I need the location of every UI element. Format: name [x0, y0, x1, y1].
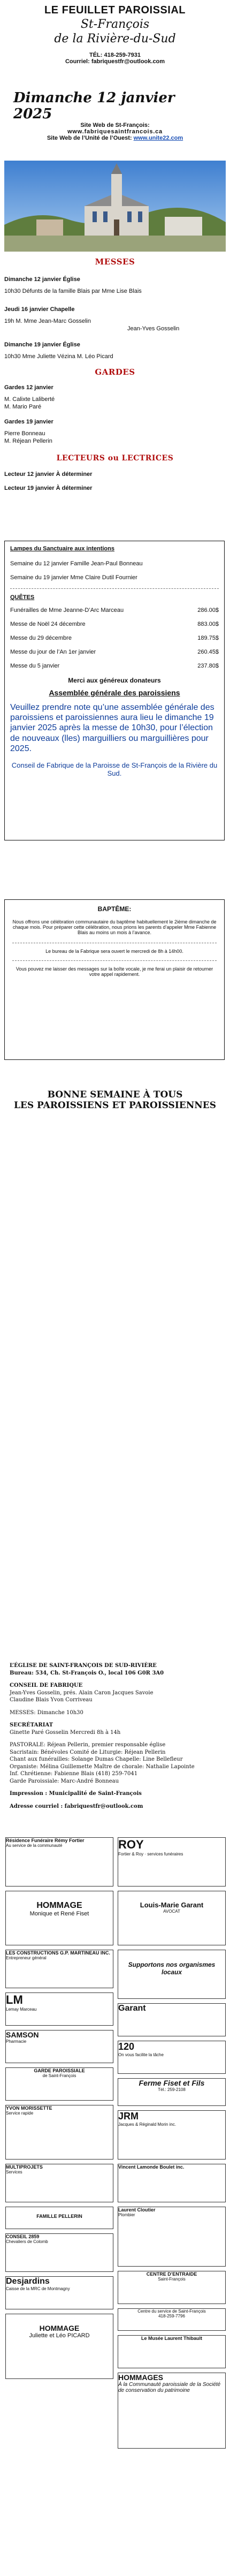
date-banner: Dimanche 12 janvier 2025 — [13, 90, 175, 122]
ad-multiprojets: MULTIPROJETS Services — [5, 2164, 113, 2202]
bapteme-title: BAPTÊME: — [97, 905, 132, 913]
mass-day3: Dimanche 19 janvier Église — [4, 342, 80, 348]
gardes1: Gardes 12 janvier — [4, 384, 53, 391]
ad-garant: Garant — [118, 2003, 226, 2036]
bureau-messages: Vous pouvez me laisser des messages sur la boîte vocale, je me ferai un plaisir de retourner votre appel rapidement. — [16, 966, 213, 977]
ad-garant-avocat: Louis-Marie Garant AVOCAT — [118, 1891, 226, 1945]
footer-address: Bureau: 534, Ch. St-François O., local 106 G0R 3A0 — [10, 1670, 164, 1676]
quete-row: Messe du jour de l’An 1er janvier 260.45$ — [10, 649, 219, 655]
unite22-link[interactable]: www.unite22.com — [133, 135, 183, 141]
gardes2-b: M. Réjean Pellerin — [4, 438, 52, 444]
parish-name-line1: St-François — [80, 18, 150, 31]
footer-garde: Garde Paroissiale: Marc-André Bonneau — [10, 1778, 119, 1784]
footer-secretariat-title: SECRÉTARIAT — [10, 1722, 53, 1728]
website-line2: www.fabriquesaintfrancois.ca — [67, 128, 163, 135]
footer-organiste: Organiste: Mélina Guillemette Maître de chorale: Nathalie Lapointe — [10, 1763, 195, 1770]
ad-centre-service: Centre du service de Saint-François 418-259-7796 — [118, 2308, 226, 2331]
ad-hommage-picard: HOMMAGE Juliette et Léo PICARD — [5, 2314, 113, 2379]
footer-secretariat: Ginette Paré Gosselin Mercredi 8h à 14h — [10, 1729, 121, 1736]
footer-impression: Impression : Municipalité de Saint-François — [10, 1791, 142, 1797]
ad-hommages-communaute: HOMMAGES À la Communauté paroissiale de la Société de conservation du patrimoine — [118, 2373, 226, 2449]
ad-morissette: YVON MORISSETTE Service rapide — [5, 2105, 113, 2160]
ad-martineau: LES CONSTRUCTIONS G.P. MARTINEAU INC. Entrepreneur général — [5, 1950, 113, 1988]
gardes-title: GARDES — [95, 367, 135, 377]
church-photo — [4, 161, 226, 252]
email: Courriel: fabriquestfr@outlook.com — [65, 58, 165, 65]
lampes-quetes-box — [4, 541, 225, 840]
mass-day2-detail2: Jean-Yves Gosselin — [127, 325, 180, 332]
ad-120: 120 On vous facilite la tâche — [118, 2041, 226, 2074]
ad-cloutier: Laurent Cloutier Plombier — [118, 2207, 226, 2267]
ad-garde-paroissiale: GARDE PAROISSIALE de Saint-François — [5, 2067, 113, 2101]
bulletin-header — [0, 0, 230, 90]
bapteme-box — [4, 899, 225, 1060]
footer-eglise: L’ÉGLISE DE SAINT-FRANÇOIS DE SUD-RIVIÈRE — [10, 1663, 157, 1669]
ad-centre-entraide: CENTRE D’ENTRAIDE Saint-François — [118, 2271, 226, 2304]
lampe1: Semaine du 12 janvier Famille Jean-Paul Bonneau — [10, 560, 143, 567]
lecteurs2: Lecteur 19 janvier À déterminer — [4, 485, 93, 491]
ad-musee: Le Musée Laurent Thibault — [118, 2335, 226, 2368]
ad-chevaliers: CONSEIL 2859 Chevaliers de Colomb — [5, 2233, 113, 2272]
ad-roy: ROY Fortier & Roy · services funéraires — [118, 1837, 226, 1886]
footer-conseil-names1: Jean-Yves Gosselin, prés. Alain Caron Jacques Savoie — [10, 1689, 154, 1696]
masses-section — [4, 257, 226, 493]
parish-name-line2: de la Rivière-du-Sud — [54, 32, 176, 46]
assemblee-text: Veuillez prendre note qu’une assemblée générale des paroissiens et paroissiennes aura lieu le dimanche 19 janvier 2025 après la messe de 10h30, pour l’élection de nouveaux (lles) marguilliers ou marguillières pour 2025. — [10, 703, 214, 753]
ad-hommage-fiset: HOMMAGE Monique et René Fiset — [5, 1891, 113, 1945]
quete-row: Funérailles de Mme Jeanne-D’Arc Marceau 286.00$ — [10, 607, 219, 613]
footer-conseil-title: CONSEIL DE FABRIQUE — [10, 1683, 83, 1688]
footer-messes: MESSES: Dimanche 10h30 — [10, 1709, 83, 1716]
quete-row: Messe du 5 janvier 237.80$ — [10, 663, 219, 669]
mass-day1: Dimanche 12 janvier Église — [4, 276, 80, 283]
ad-samson: SAMSON Pharmacie — [5, 2030, 113, 2063]
ad-lm: LM Lemay Marceau — [5, 1992, 113, 2026]
gardes2-a: Pierre Bonneau — [4, 430, 45, 437]
mass-day2-detail: 19h M. Mme Jean-Marc Gosselin — [4, 318, 91, 324]
greeting: BONNE SEMAINE À TOUS LES PAROISSIENS ET PAROISSIENNES — [13, 1089, 217, 1111]
mass-day1-detail: 10h30 Défunts de la famille Blais par Mme Lise Blais — [4, 288, 142, 294]
assemblee-title: Assemblée générale des paroissiens — [49, 688, 180, 697]
footer-info — [10, 1662, 220, 1810]
websites — [0, 122, 230, 141]
merci-donateurs: Merci aux généreux donateurs — [68, 677, 161, 684]
footer-conseil-names2: Claudine Blais Yvon Corriveau — [10, 1697, 93, 1703]
lampe2: Semaine du 19 janvier Mme Claire Dutil Fournier — [10, 574, 137, 581]
footer-sacristain: Sacristain: Bénévoles Comité de Liturgie: Réjean Pellerin — [10, 1749, 166, 1755]
lecteurs-title: LECTEURS ou LECTRICES — [56, 454, 174, 463]
footer-pastorale: PASTORALE: Réjean Pellerin, premier responsable église — [10, 1742, 166, 1748]
ad-famille-pellerin: FAMILLE PELLERIN — [5, 2207, 113, 2229]
ad-rfortier: Résidence Funéraire Rémy Fortier Au service de la communauté — [5, 1837, 113, 1886]
footer-inf: Inf. Chrétienne: Fabienne Blais (418) 259-7041 — [10, 1771, 138, 1777]
ad-jrm: JRM Jacques & Réginald Morin inc. — [118, 2110, 226, 2160]
footer-adresse: Adresse courriel : fabriquestfr@outlook.com — [10, 1803, 143, 1809]
bureau-hours: Le bureau de la Fabrique sera ouvert le mercredi de 8h à 14h00. — [45, 949, 183, 954]
website-line3-prefix: Site Web de l’Unité de l’Ouest: — [47, 135, 132, 141]
gardes1-b: M. Mario Paré — [4, 404, 42, 410]
gardes2: Gardes 19 janvier — [4, 419, 53, 425]
quetes-title: QUÊTES — [10, 594, 35, 601]
ad-lamonde: Vincent Lamonde Boulet inc. — [118, 2164, 226, 2202]
bapteme-text: Nous offrons une célébration communautaire du baptême habituellement le 2ième dimanche de chaque mois. Pour préparer cette célébration, nous prions les parents d’appeler Mme Fabienne Blais au moins un mois à l’avance. — [12, 919, 217, 935]
phone: TÉL: 418-259-7931 — [89, 52, 141, 58]
quete-row: Messe de Noël 24 décembre 883.00$ — [10, 621, 219, 627]
website-line1: Site Web de St-François: — [80, 122, 150, 128]
bulletin-title: LE FEUILLET PAROISSIAL — [44, 4, 186, 16]
ad-supportons: Supportons nos organismes locaux — [118, 1950, 226, 1999]
lecteurs1: Lecteur 12 janvier À déterminer — [4, 471, 93, 478]
masses-title: MESSES — [95, 257, 135, 267]
mass-day3-detail: 10h30 Mme Juliette Vézina M. Léo Picard — [4, 353, 113, 360]
lampes-title: Lampes du Sanctuaire aux intentions — [10, 545, 114, 552]
mass-day2: Jeudi 16 janvier Chapelle — [4, 306, 75, 313]
gardes1-a: M. Calixte Laliberté — [4, 396, 55, 403]
ad-ferme-fiset: Ferme Fiset et Fils Tél.: 259-2108 — [118, 2078, 226, 2106]
conseil-fabrique: Conseil de Fabrique de la Paroisse de St-François de la Rivière du Sud. — [11, 761, 218, 777]
footer-chant: Chant aux funérailles: Solange Dumas Chapelle: Line Bellefleur — [10, 1756, 183, 1762]
ad-desjardins: Desjardins Caisse de la MRC de Montmagny — [5, 2276, 113, 2309]
advertisers-grid — [5, 1837, 225, 2571]
quete-row: Messe du 29 décembre 189.75$ — [10, 635, 219, 641]
